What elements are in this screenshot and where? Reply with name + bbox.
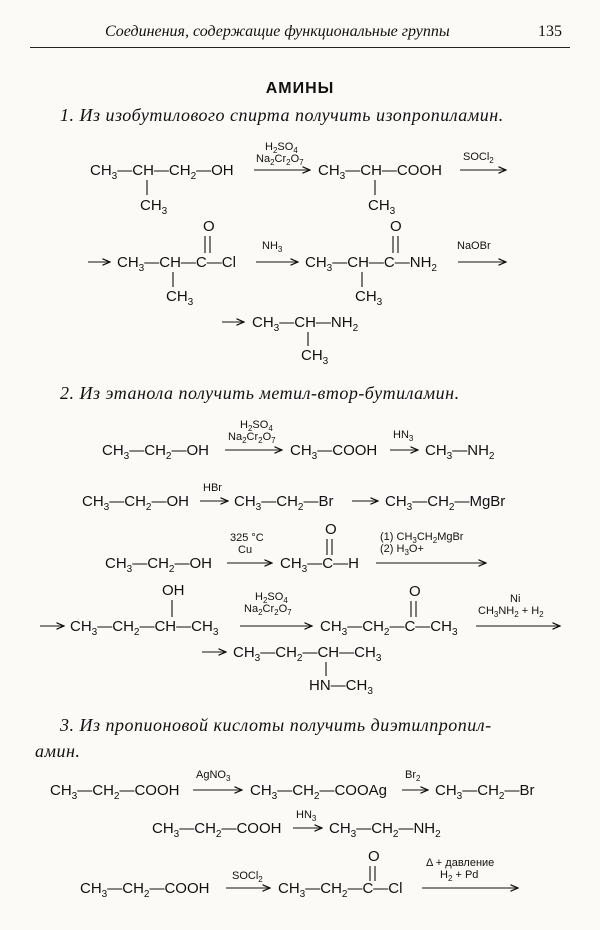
problem-1-title: 1. Из изобутилового спирта получить изопропиламин.: [60, 105, 504, 125]
reagent-h2so4: $H_2SO_4$: [265, 141, 298, 155]
formula-nhch3: $HN—CH_3$: [309, 677, 373, 697]
reagent-cu: Cu: [238, 544, 253, 556]
reagent-heat-pressure: Δ + давление: [426, 857, 495, 869]
reagent-hn3: $HN_3$: [393, 429, 414, 443]
problem-3-title-line1: 3. Из пропионовой кислоты получить диэтилпропил-: [60, 715, 492, 735]
reagent-h2so4: $H_2SO_4$: [240, 419, 273, 433]
formula-acetic-acid: $CH_3—COOH$: [290, 442, 378, 462]
formula-ethylamine: $CH_3—CH_2—NH_2$: [329, 820, 441, 840]
reagent-hn3: $HN_3$: [296, 809, 317, 823]
formula-2-butanone: $CH_3—CH_2—C—CH_3$: [320, 618, 458, 638]
branch-ch3: $CH_3$: [301, 347, 329, 367]
formula-ethylmagnesium-bromide: $CH_3—CH_2—MgBr$: [385, 493, 506, 513]
formula-ethanol: $CH_3—CH_2—OH$: [102, 442, 209, 462]
reagent-ni: Ni: [510, 593, 521, 605]
reagent-325c: 325 °C: [230, 532, 264, 544]
running-title: Соединения, содержащие функциональные группы: [105, 23, 450, 40]
reagent-hbr: HBr: [203, 482, 222, 494]
branch-ch3: $CH_3$: [166, 288, 194, 308]
branch-ch3: $CH_3$: [140, 197, 168, 217]
page-header: [0, 0, 600, 50]
formula-acyl-chloride: $CH_3—CH—C—Cl$: [117, 254, 236, 274]
branch-ch3: $CH_3$: [368, 197, 396, 217]
reagent-h2-pd: $H_2 + Pd$: [440, 869, 479, 883]
formula-propionic-acid: $CH_3—CH_2—COOH$: [80, 880, 210, 900]
reagent-na2cr2o7: $Na_2Cr_2O_7$: [228, 431, 276, 445]
problem-2-title: 2. Из этанола получить метил-втор-бутиламин.: [60, 383, 460, 403]
section-title: АМИНЫ: [265, 80, 335, 97]
reagent-h2so4: $H_2SO_4$: [255, 591, 288, 605]
carbonyl-o: O: [203, 218, 215, 235]
problem-2-scheme: [40, 419, 560, 697]
formula-amide: $CH_3—CH—C—NH_2$: [305, 254, 437, 274]
formula-ethanol: $CH_3—CH_2—OH$: [105, 555, 212, 575]
carbonyl-o: O: [409, 583, 421, 600]
formula-isobutanol: $CH_3—CH—CH_2—OH$: [90, 162, 234, 182]
branch-ch3: $CH_3$: [355, 288, 383, 308]
formula-ethanol: $CH_3—CH_2—OH$: [82, 493, 189, 513]
formula-silver-propionate: $CH_3—CH_2—COOAg$: [250, 782, 387, 802]
formula-propionic-acid: $CH_3—CH_2—COOH$: [152, 820, 282, 840]
problem-3-title-line2: амин.: [35, 741, 81, 761]
reagent-methylamine-h2: $CH_3NH_2 + H_2$: [478, 605, 544, 619]
carbonyl-o: O: [390, 218, 402, 235]
carbonyl-o: O: [325, 521, 337, 538]
formula-bromoethane: $CH_3—CH_2—Br$: [435, 782, 535, 802]
carbonyl-o: O: [368, 848, 380, 865]
formula-propionyl-chloride: $CH_3—CH_2—C—Cl$: [278, 880, 403, 900]
reagent-nh3: $NH_3$: [262, 240, 283, 254]
problem-1-scheme: [88, 141, 506, 367]
formula-bromoethane: $CH_3—CH_2—Br$: [234, 493, 334, 513]
header-rule: [30, 47, 570, 48]
reagent-na2cr2o7: $Na_2Cr_2O_7$: [256, 153, 304, 167]
reagent-step2: (2) $H_3O+$: [380, 543, 424, 557]
reagent-socl2: SOCl$_2$: [232, 870, 263, 884]
problem-3-scheme: [50, 769, 534, 900]
formula-isobutyric-acid: $CH_3—CH—COOH$: [318, 162, 442, 182]
formula-methylamine: $CH_3—NH_2$: [425, 442, 495, 462]
formula-isopropylamine: $CH_3—CH—NH_2$: [252, 314, 359, 334]
reagent-naobr: NaOBr: [457, 240, 491, 252]
formula-2-butanol: $CH_3—CH_2—CH—CH_3$: [70, 618, 219, 638]
formula-propionic-acid: $CH_3—CH_2—COOH$: [50, 782, 180, 802]
reagent-step1: (1) $CH_3CH_2MgBr$: [380, 531, 464, 545]
formula-acetaldehyde: $CH_3—C—H$: [280, 555, 359, 575]
reagent-na2cr2o7: $Na_2Cr_2O_7$: [244, 603, 292, 617]
reagent-br2: $Br_2$: [405, 769, 421, 783]
hydroxyl-oh: OH: [162, 582, 185, 599]
reagent-agno3: AgNO$_3$: [196, 769, 231, 783]
reagent-socl2: SOCl$_2$: [463, 151, 494, 165]
page-number: 135: [538, 23, 562, 40]
problem-3-title: [35, 712, 580, 764]
formula-sec-butylamine-chain: $CH_3—CH_2—CH—CH_3$: [233, 644, 382, 664]
